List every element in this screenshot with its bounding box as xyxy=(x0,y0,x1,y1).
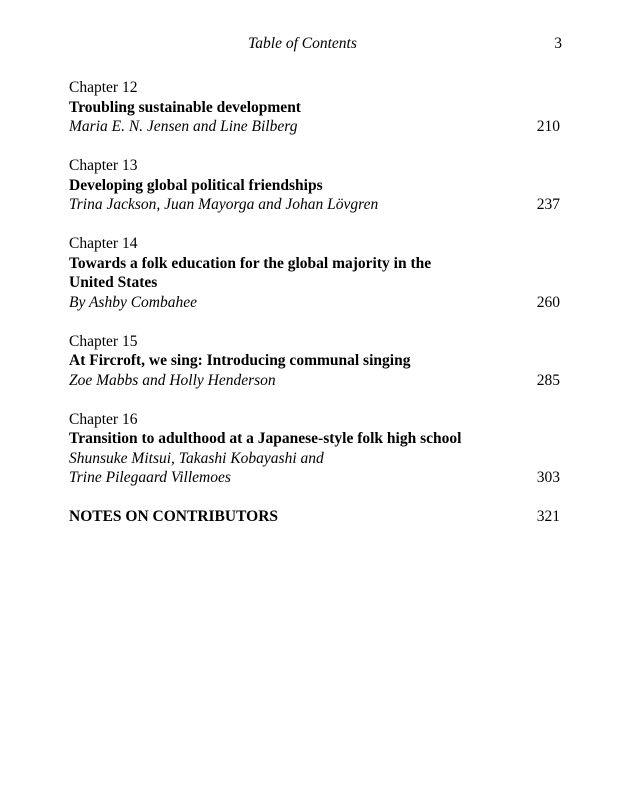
chapter-label: Chapter 16 xyxy=(69,410,138,428)
chapter-label: Chapter 14 xyxy=(69,235,138,252)
author-row xyxy=(69,195,560,215)
running-header-page-number: 3 xyxy=(554,35,562,52)
notes-page-number: 321 xyxy=(536,508,560,525)
author-row xyxy=(69,293,560,313)
toc-entry-chapter-16[interactable] xyxy=(69,410,560,488)
chapter-title: Developing global political friendships xyxy=(69,176,323,194)
toc-entry-chapter-13[interactable] xyxy=(69,156,560,215)
toc-entries xyxy=(69,78,560,546)
chapter-title: Troubling sustainable development xyxy=(69,98,301,116)
chapter-label: Chapter 12 xyxy=(69,79,138,96)
chapter-title: Transition to adulthood at a Japanese-style folk high school xyxy=(69,430,462,447)
toc-entry-chapter-15[interactable] xyxy=(69,332,560,391)
author-row xyxy=(69,371,560,391)
notes-label: NOTES ON CONTRIBUTORS xyxy=(69,508,279,525)
chapter-authors: By Ashby Combahee xyxy=(69,293,197,311)
running-header xyxy=(0,34,633,54)
chapter-page-number: 210 xyxy=(536,118,560,135)
toc-entry-notes-on-contributors[interactable] xyxy=(69,507,560,527)
toc-entry-chapter-12[interactable] xyxy=(69,78,560,137)
chapter-authors: Trina Jackson, Juan Mayorga and Johan Lövgren xyxy=(69,196,379,213)
author-row xyxy=(69,468,560,488)
notes-row xyxy=(69,507,560,527)
toc-entry-chapter-14[interactable] xyxy=(69,234,560,312)
chapter-authors: Zoe Mabbs and Holly Henderson xyxy=(69,371,276,389)
chapter-authors-line-1: Shunsuke Mitsui, Takashi Kobayashi and xyxy=(69,449,324,467)
chapter-page-number: 260 xyxy=(536,293,560,311)
chapter-title: At Fircroft, we sing: Introducing communal singing xyxy=(69,352,411,369)
chapter-page-number: 237 xyxy=(536,196,560,213)
running-header-title: Table of Contents xyxy=(248,35,357,52)
chapter-authors: Maria E. N. Jensen and Line Bilberg xyxy=(69,118,298,135)
chapter-page-number: 285 xyxy=(536,371,560,389)
chapter-authors-line-2: Trine Pilegaard Villemoes xyxy=(69,469,231,486)
chapter-label: Chapter 15 xyxy=(69,332,138,350)
chapter-page-number: 303 xyxy=(536,469,560,486)
author-row xyxy=(69,117,560,137)
chapter-label: Chapter 13 xyxy=(69,157,138,174)
chapter-title: Towards a folk education for the global majority in the United States xyxy=(69,254,432,291)
